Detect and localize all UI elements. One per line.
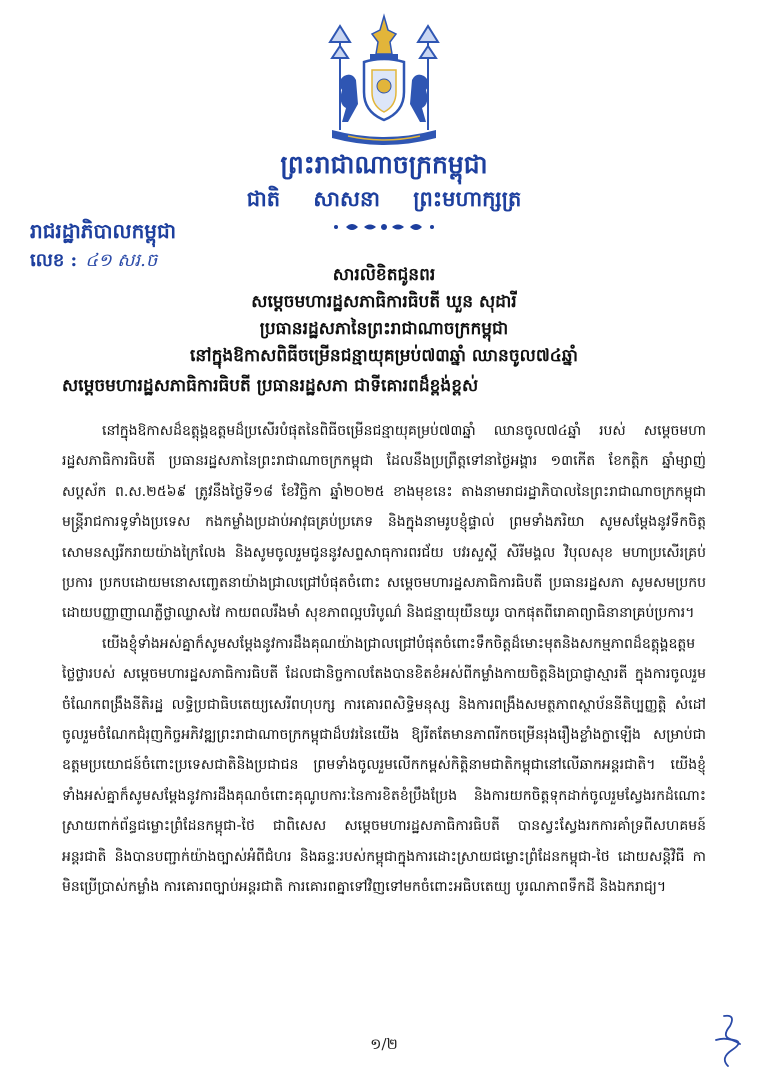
page-number: ១/២	[370, 1035, 398, 1053]
title-line-4: នៅក្នុងឱកាសពិធីចម្រើនជន្មាយុគម្រប់៧៣ឆ្នាំ ឈានចូល៧៤ឆ្នាំ	[189, 346, 578, 366]
kingdom-name: ព្រះរាជាណាចក្រកម្ពុជា	[280, 150, 488, 179]
royal-coat-of-arms-icon	[318, 12, 450, 150]
handwritten-initial-icon	[706, 1010, 750, 1070]
reference-number-label: លេខ :	[30, 250, 78, 271]
issuing-authority: រាជរដ្ឋាភិបាលកម្ពុជា	[30, 219, 176, 243]
paragraph-2: យើងខ្ញុំទាំងអស់គ្នាក៏សូមសម្តែងនូវការដឹងគុណយ៉ាងជ្រាលជ្រៅបំផុតចំពោះទឹកចិត្តដ៏មោះមុតនិងសកម្មភាពដ៏ឧត្តុង្គឧត្តមថ្លៃថ្លារបស់ សម្តេចមហារដ្ឋសភាធិការធិបតី ដែលជានិច្ចកាលតែងបានខិតខំអស់ពីកម្លាំងកាយចិត្តនិងប្រាជ្ញាស្មារតី ក្នុងការចូលរួមចំណែកពង្រឹងនីតិរដ្ឋ លទ្ធិប្រជាធិបតេយ្យសេរីពហុបក្ស ការគោរពសិទ្ធិមនុស្ស និងការពង្រឹងសមត្ថភាពស្ថាប័ននីតិប្បញ្ញត្តិ សំដៅចូលរួមចំណែកជំរុញកិច្ចអភិវឌ្ឍព្រះរាជាណាចក្រកម្ពុជាដ៏បវរនៃយើង ឱ្យរីតតែមានភាពរីកចម្រើនរុងរឿងខ្លាំងក្លាឡើង សម្រាប់ជាឧត្តមប្រយោជន៍ចំពោះប្រទេសជាតិនិងប្រជាជន ព្រមទាំងចូលរួមលើកកម្ពស់កិត្តិនាមជាតិកម្ពុជានៅលើឆាកអន្តរជាតិ។ យើងខ្ញុំទាំងអស់គ្នាក៏សូមសម្តែងនូវការដឹងគុណចំពោះគុណូបការៈនៃការខិតខំប្រឹងប្រែង និងការយកចិត្តទុកដាក់ចូលរួមស្វែងរកដំណោះស្រាយពាក់ព័ន្ធជម្លោះព្រំដែនកម្ពុជា-ថៃ ជាពិសេស សម្តេចមហារដ្ឋសភាធិការធិបតី បានស្វះស្វែងរកការគាំទ្រពីសហគមន៍អន្តរជាតិ និងបានបញ្ជាក់យ៉ាងច្បាស់អំពីជំហរ និងឆន្ទៈរបស់កម្ពុជាក្នុងការដោះស្រាយជម្លោះព្រំដែនកម្ពុជា-ថៃ ដោយសន្តិវិធី កាមិនប្រើប្រាស់កម្លាំង ការគោរពច្បាប់អន្តរជាតិ ការគោរពគ្នាទៅវិញទៅមកចំពោះអធិបតេយ្យ បូរណភាពទឹកដី និងឯករាជ្យ។	[62, 635, 706, 896]
letter-title	[60, 262, 708, 370]
salutation: សម្តេចមហារដ្ឋសភាធិការធិបតី ប្រធានរដ្ឋសភា ជាទីគោរពដ៏ខ្ពង់ខ្ពស់	[62, 376, 479, 396]
letter-body	[62, 416, 706, 903]
paragraph-1: នៅក្នុងឱកាសដ៏ឧត្តុង្គឧត្តមដ៏ប្រសើរបំផុតនៃពិធីចម្រើនជន្មាយុគម្រប់៧៣ឆ្នាំ ឈានចូល៧៤ឆ្នាំ របស់ សម្តេចមហារដ្ឋសភាធិការធិបតី ប្រធានរដ្ឋសភានៃព្រះរាជាណាចក្រកម្ពុជា ដែលនឹងប្រព្រឹត្តទៅនាថ្ងៃអង្គារ ១៣កើត ខែកត្តិក ឆ្នាំម្សាញ់ សប្តស័ក ព.ស.២៥៦៩ ត្រូវនឹងថ្ងៃទី១៨ ខែវិច្ឆិកា ឆ្នាំ២០២៥ ខាងមុខនេះ តាងនាមរាជរដ្ឋាភិបាលនៃព្រះរាជាណាចក្រកម្ពុជា មន្ត្រីរាជការទូទាំងប្រទេស កងកម្លាំងប្រដាប់អាវុធគ្រប់ប្រភេទ និងក្នុងនាមរូបខ្ញុំផ្ទាល់ ព្រមទាំងភរិយា សូមសម្តែងនូវទឹកចិត្តសោមនស្សរីករាយយ៉ាងក្រៃលែង និងសូមចូលរួមជូននូវសព្ទសាធុការពរជ័យ បវរសួស្តី សិរីមង្គល វិបុលសុខ មហាប្រសើរគ្រប់ប្រការ ប្រកបដោយមនោសញ្ចេតនាយ៉ាងជ្រាលជ្រៅបំផុតចំពោះ សម្តេចមហារដ្ឋសភាធិការធិបតី ប្រធានរដ្ឋសភា សូមសមប្រកបដោយបញ្ញាញាណភ្លឺថ្លាឈ្លាសវៃ កាយពលរឹងមាំ សុខភាពល្អបរិបូណ៌ និងជន្មាយុយឺនយូរ បាកផុតពីរោគាព្យាធិនានាគ្រប់ប្រការ។	[62, 423, 706, 622]
national-motto: ជាតិ សាសនា ព្រះមហាក្សត្រ	[246, 186, 522, 211]
title-line-2: សម្តេចមហារដ្ឋសភាធិការធិបតី ឃួន សុដារី	[251, 292, 517, 312]
reference-number-value: ៤១ សរ.ច	[85, 250, 158, 271]
title-line-1: សារលិខិតជូនពរ	[332, 265, 436, 285]
title-line-3: ប្រធានរដ្ឋសភានៃព្រះរាជាណាចក្រកម្ពុជា	[259, 319, 509, 339]
decorative-divider-icon	[326, 220, 442, 234]
